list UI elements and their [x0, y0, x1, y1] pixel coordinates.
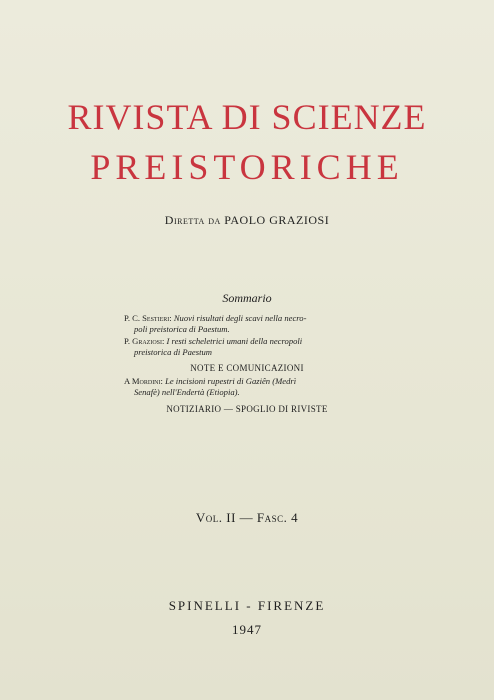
editor-line: Diretta da PAOLO GRAZIOSI	[164, 213, 330, 227]
summary-heading: Sommario	[222, 291, 272, 305]
title-line-1: RIVISTA DI SCIENZE	[67, 97, 427, 137]
note-entry-1	[124, 376, 384, 398]
title-line-2: PREISTORICHE	[90, 147, 404, 187]
notes-heading: NOTE E COMUNICAZIONI	[190, 363, 304, 373]
publisher: SPINELLI - FIRENZE	[168, 598, 326, 613]
publication-year: 1947	[232, 622, 262, 637]
article-title: Nuovi risultati degli scavi nella necro-	[173, 313, 307, 323]
article-title: I resti scheletrici umani della necropoli	[166, 336, 303, 346]
article-title-cont: preistorica di Paestum	[134, 347, 212, 357]
note-title-cont: Senafè) nell'Endertà (Etiopia).	[134, 387, 240, 397]
volume-issue: Vol. II — Fasc. 4	[195, 510, 299, 525]
article-author: P. Graziosi:	[124, 336, 165, 346]
article-entry-1	[124, 313, 384, 335]
article-author: P. C. Sestieri:	[124, 313, 172, 323]
article-title-cont: poli preistorica di Paestum.	[134, 324, 230, 334]
article-entry-2	[124, 336, 384, 358]
note-title: Le incisioni rupestri di Gaziên (Medrì	[165, 376, 297, 386]
note-author: A Mordini:	[124, 376, 163, 386]
notiziario-line: NOTIZIARIO — SPOGLIO DI RIVISTE	[166, 404, 328, 414]
